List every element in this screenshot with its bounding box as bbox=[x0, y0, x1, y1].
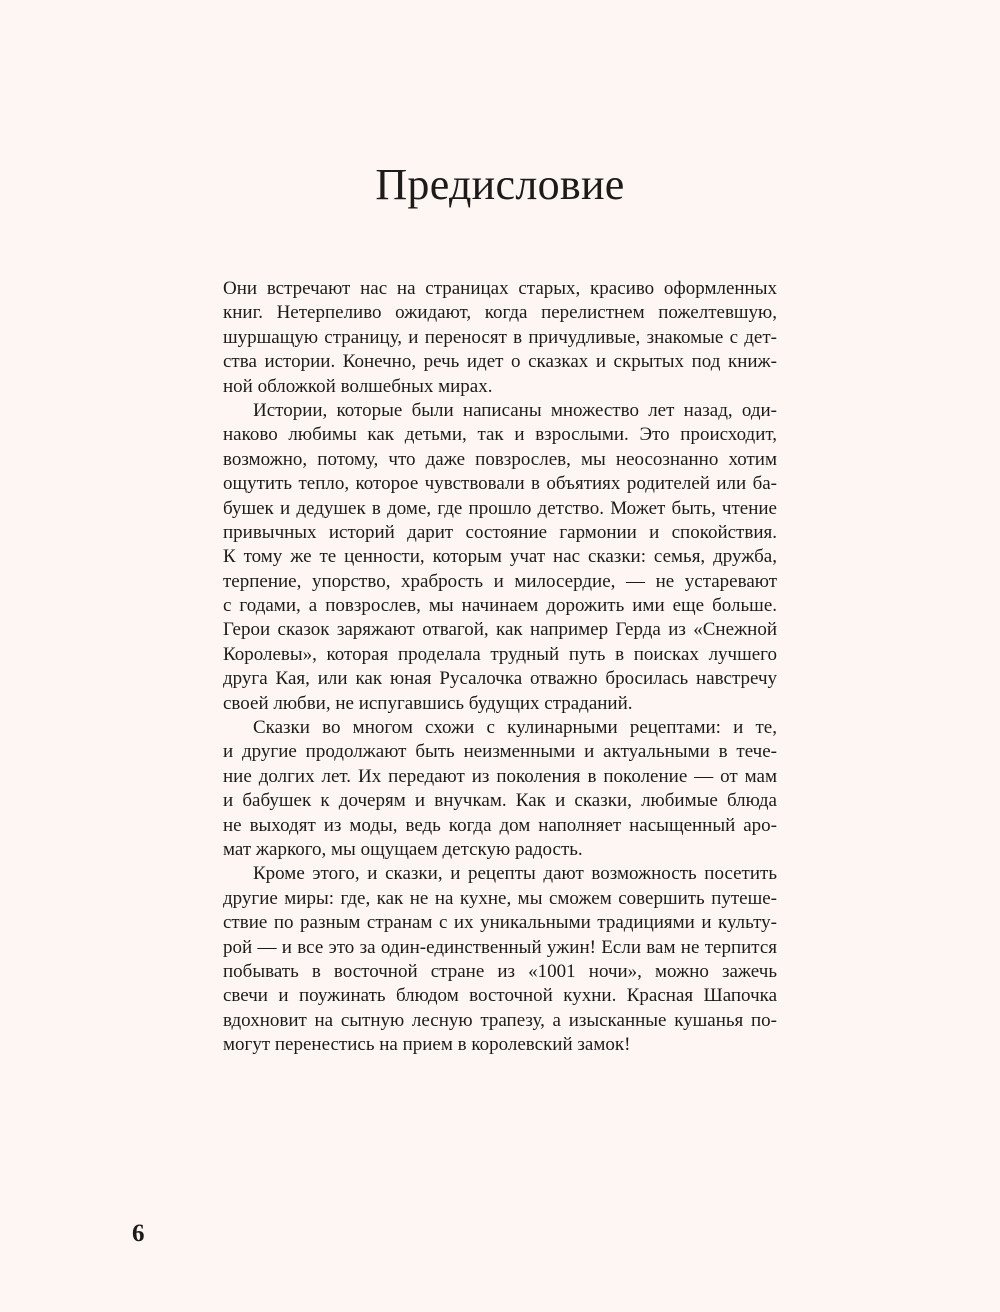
text-line: книг. Нетерпеливо ожидают, когда перелистнем пожелтевшую, bbox=[223, 302, 777, 324]
text-line: ощутить тепло, которое чувствовали в объятиях родителей или ба- bbox=[223, 473, 777, 495]
page-number: 6 bbox=[132, 1220, 145, 1247]
text-line: и бабушек к дочерям и внучкам. Как и сказки, любимые блюда bbox=[223, 790, 777, 812]
text-line: рой — и все это за один-единственный ужин! Если вам не терпится bbox=[223, 936, 777, 958]
text-line: и другие продолжают быть неизменными и актуальными в тече- bbox=[223, 741, 777, 763]
text-line: Кроме этого, и сказки, и рецепты дают возможность посетить bbox=[253, 863, 777, 885]
body-text bbox=[223, 277, 777, 1058]
text-line: вдохновит на сытную лесную трапезу, а изысканные кушанья по- bbox=[223, 1009, 777, 1031]
text-line: ства истории. Конечно, речь идет о сказках и скрытых под книж- bbox=[223, 351, 777, 373]
page-title: Предисловие bbox=[375, 160, 625, 209]
text-line: привычных историй дарит состояние гармонии и спокойствия. bbox=[223, 521, 777, 543]
text-line: Королевы», которая проделала трудный путь в поисках лучшего bbox=[223, 643, 777, 665]
text-line: не выходят из моды, ведь когда дом наполняет насыщенный аро- bbox=[223, 814, 777, 836]
text-line: шуршащую страницу, и переносят в причудливые, знакомые с дет- bbox=[223, 326, 777, 348]
text-line: бушек и дедушек в доме, где прошло детство. Может быть, чтение bbox=[223, 497, 777, 519]
text-line: ной обложкой волшебных мирах. bbox=[223, 375, 493, 397]
text-line: друга Кая, или как юная Русалочка отважно бросилась навстречу bbox=[223, 668, 777, 690]
text-line: могут перенестись на прием в королевский замок! bbox=[223, 1034, 631, 1056]
text-line: Они встречают нас на страницах старых, красиво оформленных bbox=[223, 278, 777, 299]
text-line: ствие по разным странам с их уникальными традициями и культу- bbox=[223, 912, 777, 934]
text-line: мат жаркого, мы ощущаем детскую радость. bbox=[223, 838, 583, 860]
text-line: Истории, которые были написаны множество лет назад, оди- bbox=[253, 399, 777, 421]
text-line: ние долгих лет. Их передают из поколения в поколение — от мам bbox=[223, 765, 777, 787]
text-line: Герои сказок заряжают отвагой, как например Герда из «Снежной bbox=[223, 619, 777, 641]
text-line: своей любви, не испугавшись будущих страданий. bbox=[223, 692, 633, 714]
text-line: побывать в восточной стране из «1001 ночи», можно зажечь bbox=[223, 960, 777, 982]
text-line: возможно, потому, что даже повзрослев, мы неосознанно хотим bbox=[223, 448, 777, 470]
text-line: с годами, а повзрослев, мы начинаем дорожить ими еще больше. bbox=[223, 595, 777, 617]
text-line: наково любимы как детьми, так и взрослыми. Это происходит, bbox=[223, 424, 777, 446]
text-line: К тому же те ценности, которым учат нас сказки: семья, дружба, bbox=[223, 546, 777, 568]
text-line: свечи и поужинать блюдом восточной кухни. Красная Шапочка bbox=[223, 985, 777, 1007]
text-line: терпение, упорство, храбрость и милосердие, — не устаревают bbox=[223, 570, 777, 592]
text-line: другие миры: где, как не на кухне, мы сможем совершить путеше- bbox=[223, 887, 777, 909]
text-line: Сказки во многом схожи с кулинарными рецептами: и те, bbox=[253, 717, 777, 739]
